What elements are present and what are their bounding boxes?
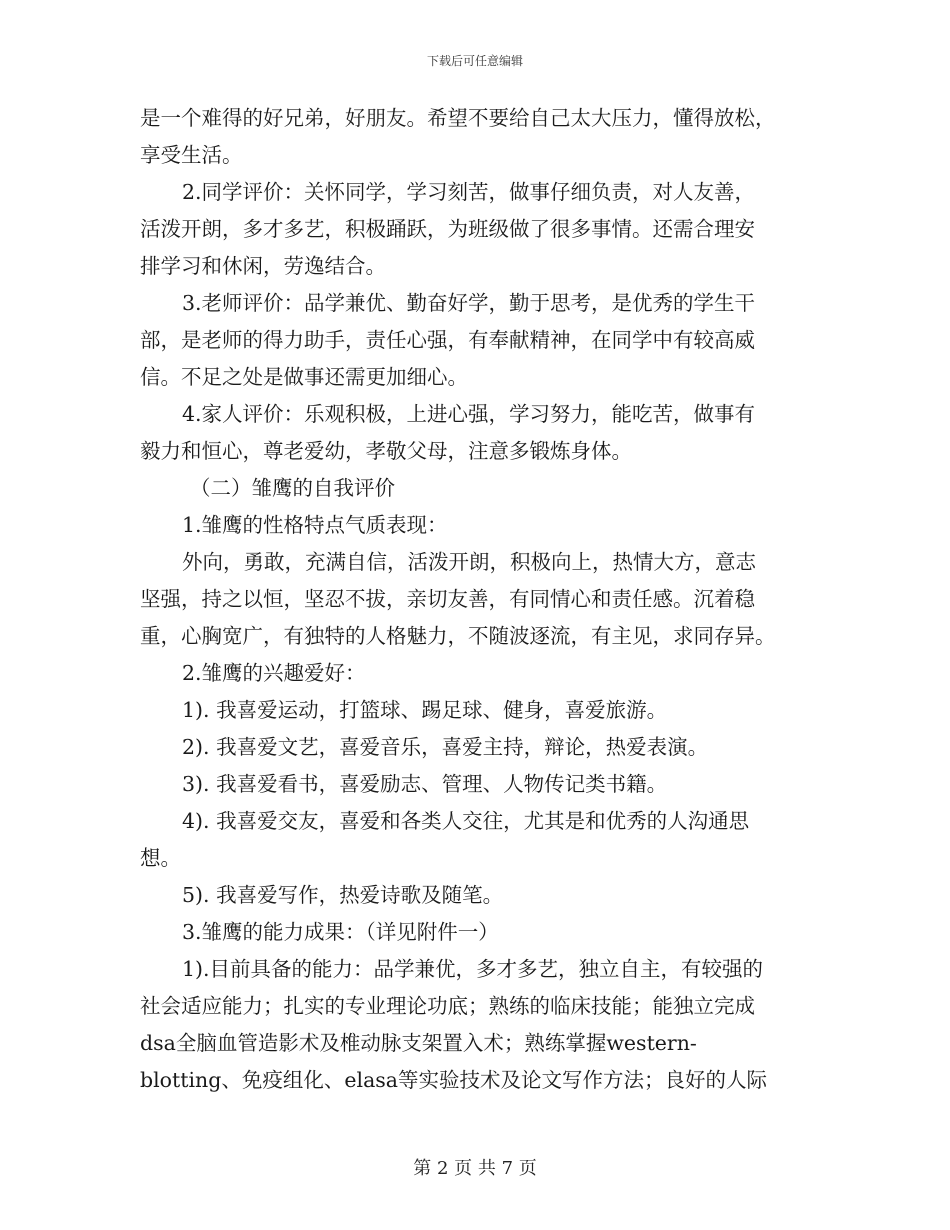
text-line: 2.同学评价：关怀同学，学习刻苦，做事仔细负责，对人友善， <box>182 180 756 204</box>
text-line: （二）雏鹰的自我评价 <box>190 476 395 500</box>
text-line: 1).目前具备的能力：品学兼优，多才多艺，独立自主，有较强的 <box>182 957 764 981</box>
text-line: 部，是老师的得力助手，责任心强，有奉献精神，在同学中有较高威 <box>140 328 755 352</box>
text-line: 外向，勇敢，充满自信，活泼开朗，积极向上，热情大方，意志 <box>182 550 756 574</box>
document-body <box>140 100 808 1099</box>
text-line: 2). 我喜爱文艺，喜爱音乐，喜爱主持，辩论，热爱表演。 <box>182 735 709 759</box>
text-line: 活泼开朗，多才多艺，积极踊跃，为班级做了很多事情。还需合理安 <box>140 217 755 241</box>
text-line: dsa全脑血管造影术及椎动脉支架置入术；熟练掌握western- <box>140 1031 697 1055</box>
page-footer: 第 2 页 共 7 页 <box>413 1158 537 1179</box>
text-line: 是一个难得的好兄弟，好朋友。希望不要给自己太大压力，懂得放松， <box>140 106 776 130</box>
page-header: 下载后可任意编辑 <box>426 54 523 68</box>
text-line: 毅力和恒心，尊老爱幼，孝敬父母，注意多锻炼身体。 <box>140 439 632 463</box>
text-line: 排学习和休闲，劳逸结合。 <box>140 254 386 278</box>
text-line: 坚强，持之以恒，坚忍不拔，亲切友善，有同情心和责任感。沉着稳 <box>140 587 755 611</box>
text-line: 社会适应能力；扎实的专业理论功底；熟练的临床技能；能独立完成 <box>140 994 755 1018</box>
text-line: 1). 我喜爱运动，打篮球、踢足球、健身，喜爱旅游。 <box>182 698 668 722</box>
text-line: 5). 我喜爱写作，热爱诗歌及随笔。 <box>182 883 504 907</box>
text-line: 3.老师评价：品学兼优、勤奋好学，勤于思考，是优秀的学生干 <box>182 291 756 315</box>
text-line: 想。 <box>140 846 181 870</box>
text-line: 4.家人评价：乐观积极，上进心强，学习努力，能吃苦，做事有 <box>182 402 756 426</box>
text-line: 1.雏鹰的性格特点气质表现： <box>182 513 448 537</box>
text-line: 3). 我喜爱看书，喜爱励志、管理、人物传记类书籍。 <box>182 772 668 796</box>
text-line: 4). 我喜爱交友，喜爱和各类人交往，尤其是和优秀的人沟通思 <box>182 809 750 833</box>
text-line: 重，心胸宽广，有独特的人格魅力，不随波逐流，有主见，求同存异。 <box>140 624 776 648</box>
text-line: 信。不足之处是做事还需更加细心。 <box>140 365 468 389</box>
text-line: 3.雏鹰的能力成果：（详见附件一） <box>182 920 499 944</box>
text-line: blotting、免疫组化、elasa等实验技术及论文写作方法；良好的人际 <box>140 1068 768 1092</box>
text-line: 享受生活。 <box>140 143 243 167</box>
text-line: 2.雏鹰的兴趣爱好： <box>182 661 366 685</box>
